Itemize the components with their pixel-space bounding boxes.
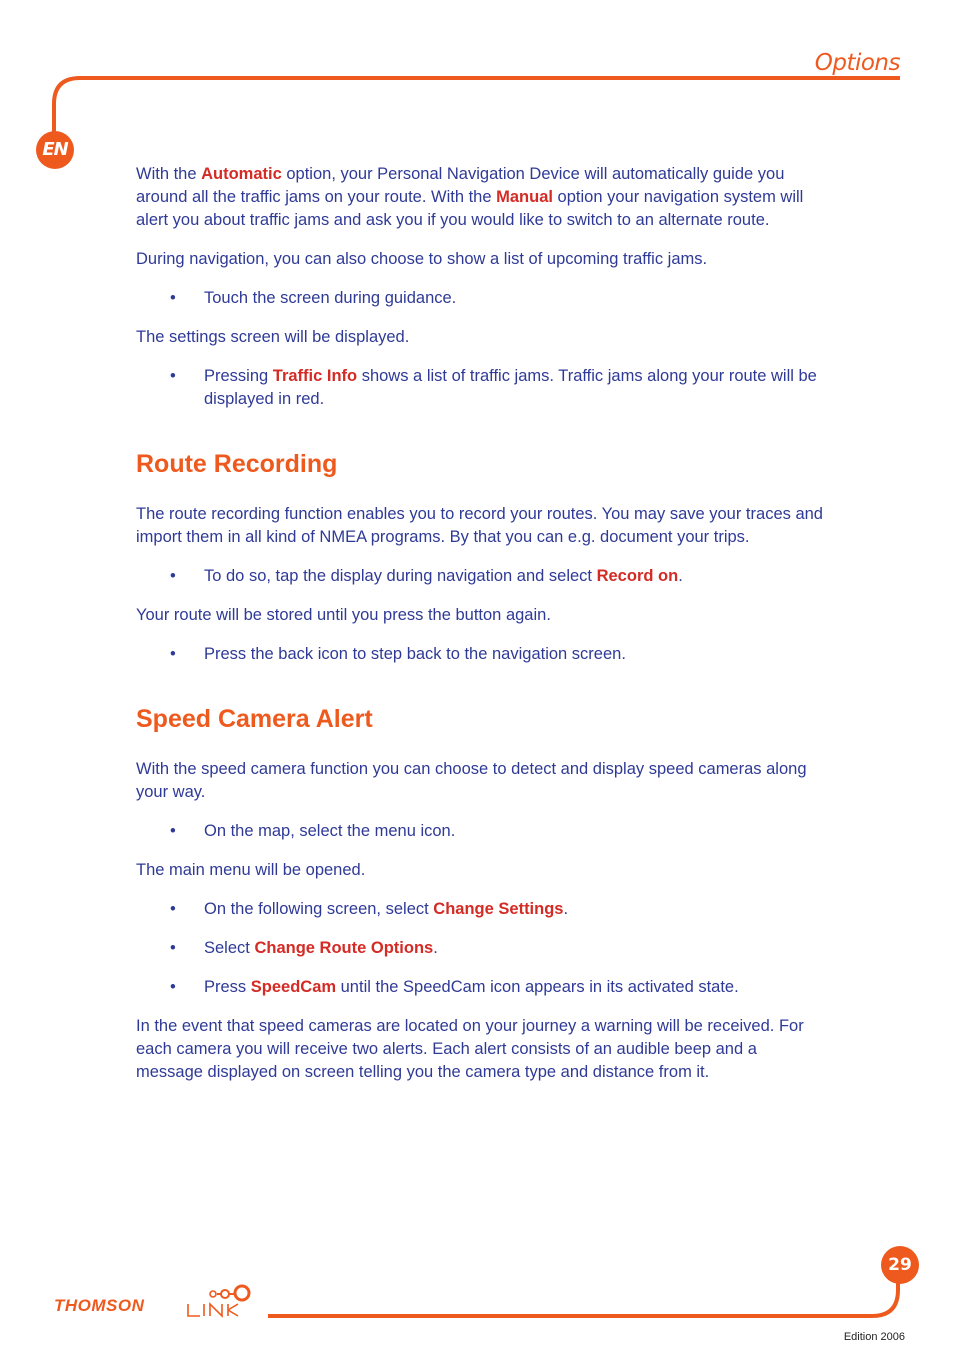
intro-paragraph-3: The settings screen will be displayed.	[136, 328, 410, 346]
intro-paragraph-1: With the Automatic option, your Personal Navigation Device will automatically guide you around all the traffic jams on your route. With the Manual option your navigation system will alert you about traffic jams and ask you if you would like to switch to an alternate route.	[136, 165, 804, 229]
page-number: 29	[881, 1246, 919, 1284]
speed-camera-heading: Speed Camera Alert	[136, 705, 373, 733]
logo-link-mark-icon	[184, 1283, 269, 1323]
route-recording-paragraph-1: The route recording function enables you to record your routes. You may save your traces and import them in all kind of NMEA programs. By that you can e.g. document your trips.	[136, 505, 823, 546]
speedcam-term: SpeedCam	[250, 978, 337, 996]
speed-camera-paragraph-3: In the event that speed cameras are located on your journey a warning will be received. For each camera you will receive two alerts. Each alert consists of an audible beep and a message displayed on screen telling you the camera type and distance from it.	[136, 1017, 804, 1081]
list-item: • On the following screen, select Change Settings.	[204, 898, 826, 921]
language-badge: EN	[36, 131, 74, 169]
section-title: Options	[814, 50, 900, 76]
intro-paragraph-2: During navigation, you can also choose to show a list of upcoming traffic jams.	[136, 250, 708, 268]
list-item: • Touch the screen during guidance.	[204, 287, 826, 310]
edition-note: Edition 2006	[843, 1331, 905, 1343]
change-settings-term: Change Settings	[433, 900, 564, 918]
record-on-term: Record on	[596, 567, 679, 585]
route-recording-paragraph-2: Your route will be stored until you press the button again.	[136, 606, 551, 624]
list-item: • To do so, tap the display during navigation and select Record on.	[204, 565, 826, 588]
list-item: • Pressing Traffic Info shows a list of traffic jams. Traffic jams along your route will be displayed in red.	[204, 365, 826, 411]
page-content	[136, 163, 826, 1100]
list-item: • Press the back icon to step back to the navigation screen.	[204, 643, 826, 666]
list-item: • On the map, select the menu icon.	[204, 820, 826, 843]
change-route-options-term: Change Route Options	[254, 939, 434, 957]
speed-camera-paragraph-2: The main menu will be opened.	[136, 861, 366, 879]
speed-camera-paragraph-1: With the speed camera function you can choose to detect and display speed cameras along your way.	[136, 760, 807, 801]
traffic-info-term: Traffic Info	[272, 367, 358, 385]
route-recording-heading: Route Recording	[136, 450, 338, 478]
thomson-link-logo	[54, 1283, 269, 1323]
automatic-term: Automatic	[201, 165, 282, 183]
manual-term: Manual	[496, 188, 553, 206]
list-item: • Select Change Route Options.	[204, 937, 826, 960]
list-item: • Press SpeedCam until the SpeedCam icon appears in its activated state.	[204, 976, 826, 999]
logo-wordmark: THOMSON	[54, 1296, 145, 1315]
